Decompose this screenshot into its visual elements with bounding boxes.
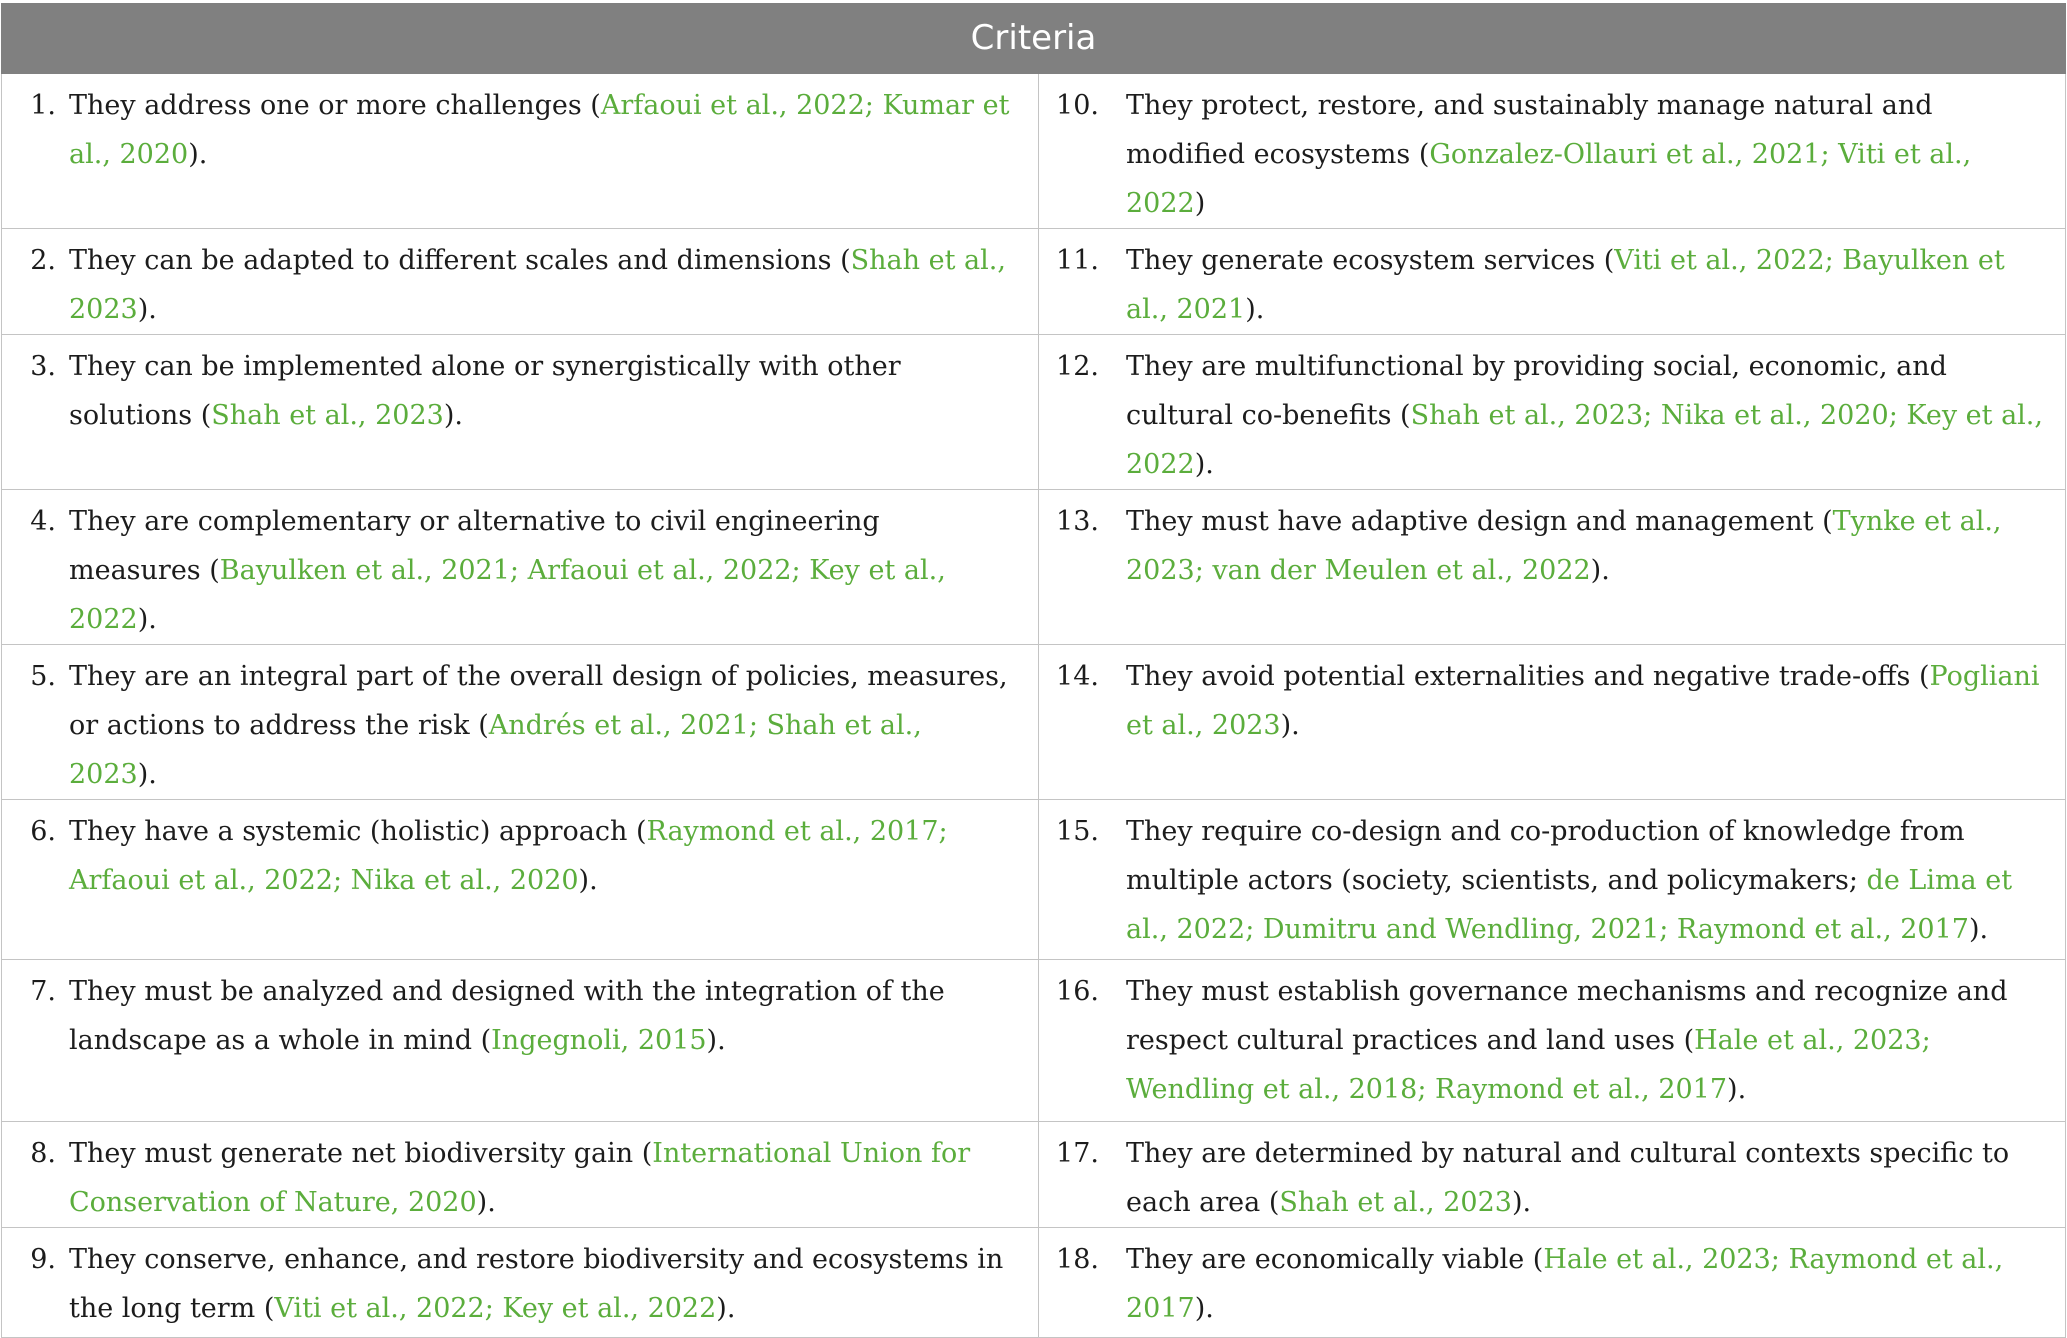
citation-link[interactable]: Arfaoui et al., 2022; Kumar et al., 2020 bbox=[69, 90, 1010, 170]
table-row bbox=[2, 1228, 2066, 1338]
criterion-item bbox=[2, 967, 1016, 1065]
criterion-text bbox=[1099, 967, 2043, 1114]
criterion-number: 8. bbox=[30, 1138, 56, 1169]
criterion-item bbox=[2, 236, 1016, 334]
criterion-cell-right bbox=[1039, 645, 2066, 800]
criterion-closing: ). bbox=[1727, 1074, 1747, 1105]
table-row bbox=[2, 1122, 2066, 1228]
criterion-statement: They have a systemic (holistic) approach ( bbox=[69, 816, 647, 847]
table-header: Criteria bbox=[2, 4, 2066, 74]
citation-link[interactable]: Viti et al., 2022; Key et al., 2022 bbox=[274, 1293, 717, 1324]
criterion-number: 1. bbox=[30, 90, 56, 121]
criterion-text bbox=[56, 497, 1016, 644]
criterion-text bbox=[1099, 652, 2043, 750]
criterion-closing: ). bbox=[1968, 914, 1989, 945]
criterion-closing: ). bbox=[443, 400, 463, 431]
criterion-closing: ). bbox=[1280, 710, 1300, 741]
criterion-item bbox=[2, 497, 1016, 644]
criterion-cell-right bbox=[1039, 1122, 2066, 1228]
criterion-closing: ). bbox=[137, 604, 157, 635]
criterion-number: 13. bbox=[1056, 506, 1099, 537]
criterion-number: 9. bbox=[30, 1244, 56, 1275]
criterion-text bbox=[56, 807, 1016, 905]
table-row bbox=[2, 800, 2066, 960]
criterion-closing: ). bbox=[1511, 1187, 1532, 1218]
criterion-cell-right bbox=[1039, 800, 2066, 960]
criterion-item bbox=[1039, 81, 2043, 228]
criterion-closing: ). bbox=[716, 1293, 736, 1324]
criterion-item bbox=[1039, 236, 2043, 334]
criterion-cell-right bbox=[1039, 335, 2066, 490]
criterion-statement: They must have adaptive design and management ( bbox=[1126, 506, 1833, 537]
criterion-closing: ). bbox=[1194, 449, 1214, 480]
table-row bbox=[2, 229, 2066, 335]
criterion-statement: They must establish governance mechanisms and recognize and respect cultural practices and land uses ( bbox=[1126, 976, 2008, 1056]
table-row bbox=[2, 74, 2066, 229]
table-row bbox=[2, 490, 2066, 645]
criterion-item bbox=[2, 1235, 1016, 1333]
citation-link[interactable]: Pogliani et al., 2023 bbox=[1126, 661, 2040, 741]
criterion-cell-left bbox=[2, 1122, 1039, 1228]
criterion-statement: They are multifunctional by providing social, economic, and cultural co-benefits ( bbox=[1126, 351, 1947, 431]
citation-link[interactable]: Andrés et al., 2021; Shah et al., 2023 bbox=[69, 710, 922, 790]
criterion-item bbox=[1039, 1235, 2043, 1333]
criterion-statement: They protect, restore, and sustainably manage natural and modified ecosystems ( bbox=[1126, 90, 1933, 170]
criterion-cell-left bbox=[2, 800, 1039, 960]
criterion-text bbox=[56, 81, 1016, 179]
criterion-statement: They are an integral part of the overall design of policies, measures, or actions to address the risk ( bbox=[69, 661, 1008, 741]
criterion-number: 2. bbox=[30, 245, 56, 276]
criterion-statement: They can be adapted to different scales and dimensions ( bbox=[69, 245, 851, 276]
table-row bbox=[2, 960, 2066, 1122]
criterion-statement: They generate ecosystem services ( bbox=[1126, 245, 1615, 276]
criterion-cell-left bbox=[2, 645, 1039, 800]
citation-link[interactable]: de Lima et al., 2022; Dumitru and Wendling, 2021; Raymond et al., 2017 bbox=[1126, 865, 2013, 945]
criterion-statement: They are complementary or alternative to civil engineering measures ( bbox=[69, 506, 880, 586]
criterion-text bbox=[1099, 236, 2043, 334]
criterion-item bbox=[2, 807, 1016, 905]
criterion-number: 7. bbox=[30, 976, 56, 1007]
citation-link[interactable]: Bayulken et al., 2021; Arfaoui et al., 2022; Key et al., 2022 bbox=[69, 555, 946, 635]
criterion-number: 3. bbox=[30, 351, 56, 382]
criterion-cell-right bbox=[1039, 1228, 2066, 1338]
criterion-cell-right bbox=[1039, 229, 2066, 335]
criterion-statement: They avoid potential externalities and negative trade-offs ( bbox=[1126, 661, 1930, 692]
criterion-number: 14. bbox=[1056, 661, 1099, 692]
citation-link[interactable]: International Union for Conservation of Nature, 2020 bbox=[69, 1138, 971, 1218]
criterion-closing: ). bbox=[1194, 1293, 1214, 1324]
citation-link[interactable]: Hale et al., 2023; Wendling et al., 2018; Raymond et al., 2017 bbox=[1126, 1025, 1931, 1105]
criterion-statement: They require co-design and co-production of knowledge from multiple actors (society, scientists, and policymakers; bbox=[1126, 816, 1965, 896]
criterion-cell-right bbox=[1039, 490, 2066, 645]
criterion-closing: ). bbox=[1245, 294, 1265, 325]
criterion-cell-right bbox=[1039, 74, 2066, 229]
criterion-item bbox=[1039, 967, 2043, 1114]
criterion-item bbox=[2, 652, 1016, 799]
criterion-number: 11. bbox=[1056, 245, 1099, 276]
criterion-number: 10. bbox=[1056, 90, 1099, 121]
criterion-closing: ). bbox=[578, 865, 598, 896]
criterion-cell-left bbox=[2, 229, 1039, 335]
criterion-text bbox=[56, 342, 1016, 440]
criterion-text bbox=[56, 1235, 1016, 1333]
criterion-text bbox=[56, 652, 1016, 799]
criterion-item bbox=[1039, 807, 2043, 954]
criterion-closing: ). bbox=[137, 294, 157, 325]
criterion-number: 12. bbox=[1056, 351, 1099, 382]
citation-link[interactable]: Viti et al., 2022; Bayulken et al., 2021 bbox=[1126, 245, 2005, 325]
table-body bbox=[2, 74, 2066, 1338]
citation-link[interactable]: Raymond et al., 2017; Arfaoui et al., 2022; Nika et al., 2020 bbox=[69, 816, 948, 896]
criterion-cell-left bbox=[2, 335, 1039, 490]
criterion-statement: They address one or more challenges ( bbox=[69, 90, 601, 121]
criterion-cell-left bbox=[2, 1228, 1039, 1338]
citation-link[interactable]: Ingegnoli, 2015 bbox=[491, 1025, 707, 1056]
criterion-item bbox=[2, 81, 1016, 179]
criterion-closing: ). bbox=[1590, 555, 1610, 586]
citation-link[interactable]: Shah et al., 2023; Nika et al., 2020; Key et al., 2022 bbox=[1126, 400, 2043, 480]
criterion-number: 4. bbox=[30, 506, 56, 537]
criterion-item bbox=[2, 342, 1016, 440]
criterion-text bbox=[1099, 1235, 2043, 1333]
citation-link[interactable]: Hale et al., 2023; Raymond et al., 2017 bbox=[1126, 1244, 2004, 1324]
criterion-number: 16. bbox=[1056, 976, 1099, 1007]
citation-link[interactable]: Shah et al., 2023 bbox=[69, 245, 1006, 325]
citation-link[interactable]: Shah et al., 2023 bbox=[1279, 1187, 1512, 1218]
criterion-item bbox=[1039, 652, 2043, 750]
criterion-text bbox=[56, 967, 1016, 1065]
criterion-number: 17. bbox=[1056, 1138, 1099, 1169]
criterion-closing: ) bbox=[1194, 188, 1206, 219]
criterion-text bbox=[1099, 497, 2043, 595]
criterion-statement: They must be analyzed and designed with the integration of the landscape as a whole in mind ( bbox=[69, 976, 945, 1056]
criterion-cell-left bbox=[2, 490, 1039, 645]
criterion-text bbox=[56, 236, 1016, 334]
criterion-closing: ). bbox=[476, 1187, 496, 1218]
criterion-statement: They must generate net biodiversity gain ( bbox=[69, 1138, 653, 1169]
criterion-statement: They are determined by natural and cultural contexts specific to each area ( bbox=[1126, 1138, 2010, 1218]
criterion-cell-left bbox=[2, 960, 1039, 1122]
citation-link[interactable]: Shah et al., 2023 bbox=[211, 400, 444, 431]
criterion-cell-left bbox=[2, 74, 1039, 229]
criterion-closing: ). bbox=[188, 139, 208, 170]
criterion-text bbox=[1099, 81, 2043, 228]
table-row bbox=[2, 335, 2066, 490]
criterion-number: 5. bbox=[30, 661, 56, 692]
criterion-text bbox=[1099, 342, 2043, 489]
criterion-item bbox=[1039, 497, 2043, 595]
criterion-statement: They conserve, enhance, and restore biodiversity and ecosystems in the long term ( bbox=[69, 1244, 1004, 1324]
table-row bbox=[2, 645, 2066, 800]
citation-link[interactable]: Tynke et al., 2023; van der Meulen et al., 2022 bbox=[1126, 506, 2002, 586]
criterion-number: 15. bbox=[1056, 816, 1099, 847]
criterion-closing: ). bbox=[706, 1025, 726, 1056]
criterion-item bbox=[1039, 342, 2043, 489]
criterion-statement: They can be implemented alone or synergistically with other solutions ( bbox=[69, 351, 901, 431]
citation-link[interactable]: Gonzalez-Ollauri et al., 2021; Viti et al., 2022 bbox=[1126, 139, 1972, 219]
criterion-closing: ). bbox=[137, 759, 157, 790]
criterion-number: 6. bbox=[30, 816, 56, 847]
criterion-number: 18. bbox=[1056, 1244, 1099, 1275]
criteria-table bbox=[1, 3, 2066, 1338]
criterion-cell-right bbox=[1039, 960, 2066, 1122]
criterion-statement: They are economically viable ( bbox=[1126, 1244, 1544, 1275]
criterion-text bbox=[1099, 807, 2043, 954]
